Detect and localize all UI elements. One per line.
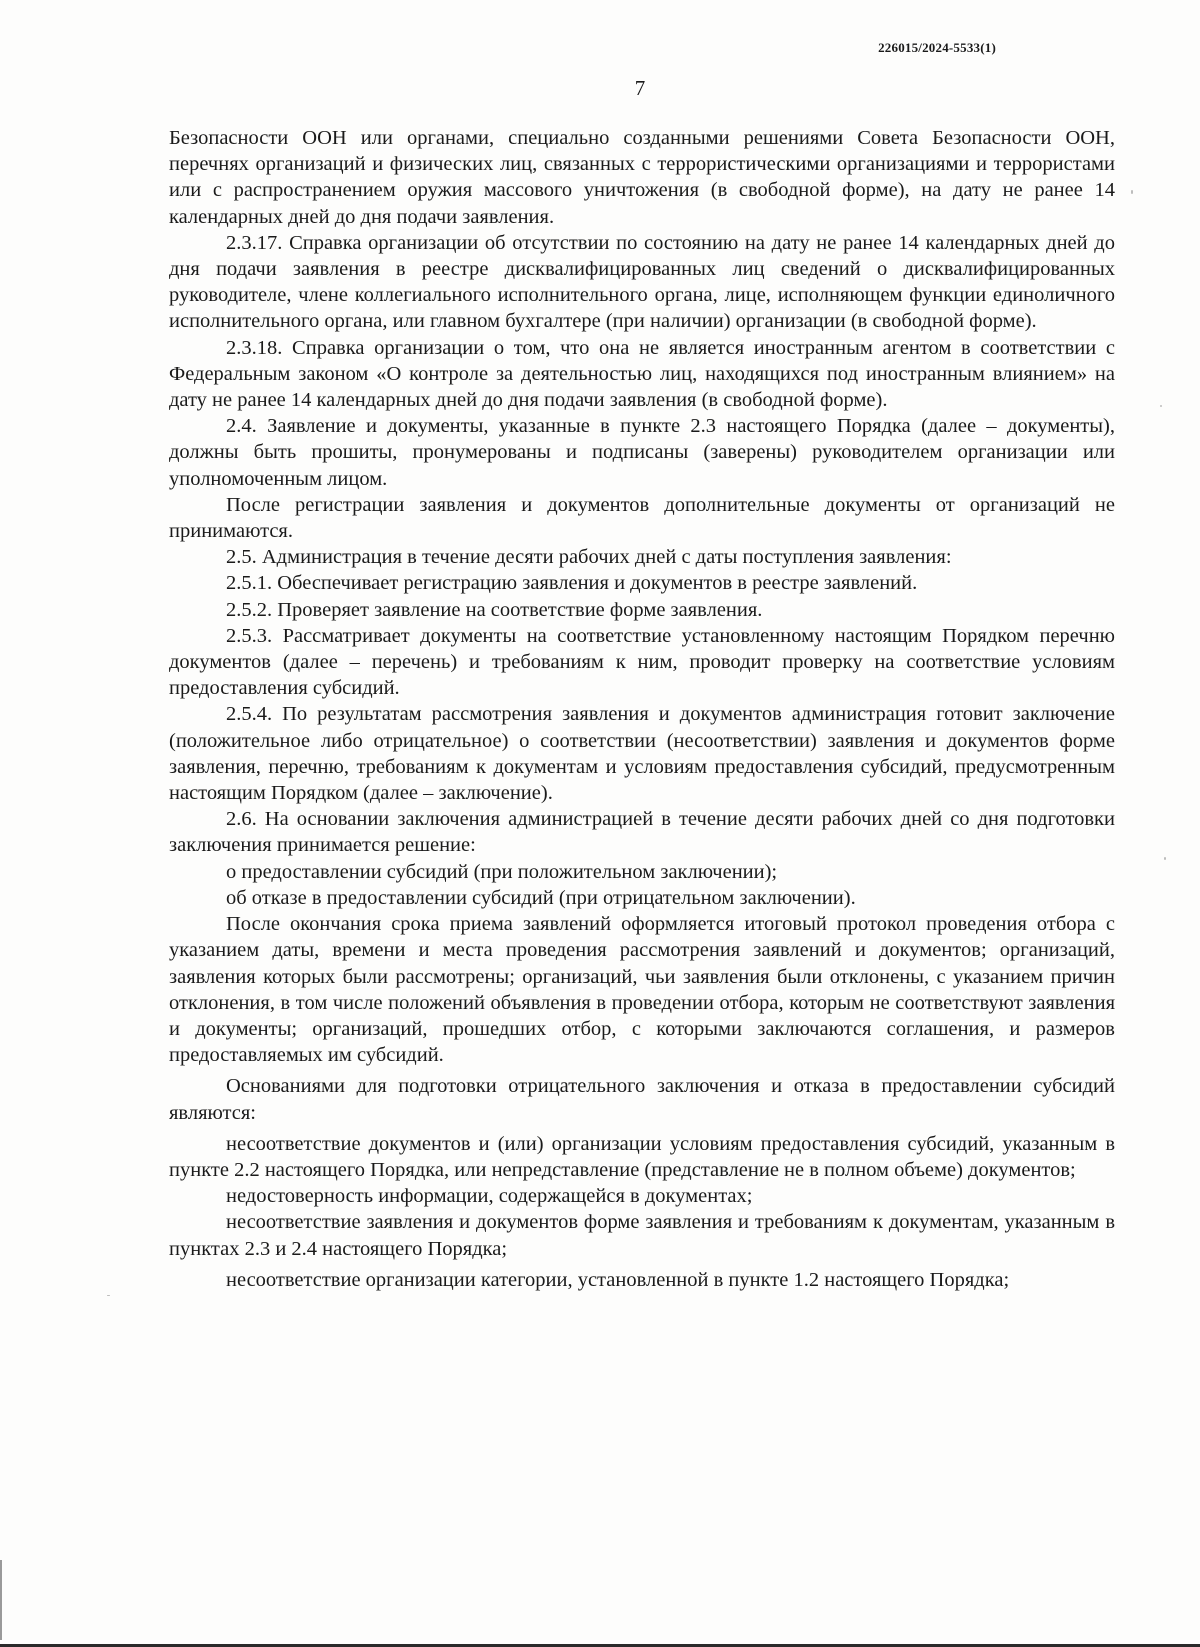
document-registration-number: 226015/2024-5533(1) — [878, 40, 996, 55]
scan-speck — [1131, 190, 1133, 194]
paragraph: несоответствие документов и (или) организации условиям предоставления субсидий, указанным в пункте 2.2 настоящего Порядка, или непредставление (представление не в полном объеме) документов; — [169, 1132, 1115, 1181]
paragraph: 2.4. Заявление и документы, указанные в пункте 2.3 настоящего Порядка (далее – документы), должны быть прошиты, пронумерованы и подписаны (заверены) руководителем организации или уполномоченным лицом. — [169, 415, 1115, 490]
paragraph: 2.5.4. По результатам рассмотрения заявления и документов администрация готовит заключение (положительное либо отрицательное) о соответствии (несоответствии) заявления и документов форме заявления, перечню, требованиям к документам и условиям предоставления субсидий, предусмотренным настоящим Порядком (далее – заключение). — [169, 703, 1115, 805]
scan-edge-left — [0, 1560, 2, 1640]
paragraph: После окончания срока приема заявлений оформляется итоговый протокол проведения отбора с указанием даты, времени и места проведения рассмотрения заявлений и документов; организаций, заявления которых были рассмотрены; организаций, чьи заявления были отклонены, с указанием причин отклонения, в том числе положений объявления в проведении отбора, которым не соответствуют заявления и документы; организаций, прошедших отбор, с которыми заключаются соглашения, и размеров предоставляемых им субсидий. — [169, 913, 1115, 1067]
paragraph: После регистрации заявления и документов дополнительные документы от организаций не принимаются. — [169, 493, 1115, 543]
paragraph: о предоставлении субсидий (при положительном заключении); — [226, 860, 778, 883]
page-number: 7 — [634, 76, 646, 100]
paragraph: несоответствие организации категории, установленной в пункте 1.2 настоящего Порядка; — [226, 1268, 1010, 1291]
paragraph: 2.5.2. Проверяет заявление на соответствие форме заявления. — [226, 598, 763, 621]
paragraph: Основаниями для подготовки отрицательного заключения и отказа в предоставлении субсидий являются: — [169, 1075, 1115, 1124]
scan-speck — [107, 1295, 110, 1296]
document-body — [169, 125, 1115, 1293]
paragraph: 2.3.17. Справка организации об отсутствии по состоянию на дату не ранее 14 календарных дней до дня подачи заявления в реестре дисквалифицированных лиц сведений о дисквалифицированных руководителе, члене коллегиального исполнительного органа, лице, исполняющем функции единоличного исполнительного органа, или главном бухгалтере (при наличии) организации (в свободной форме). — [169, 231, 1115, 333]
paragraph: 2.5.1. Обеспечивает регистрацию заявления и документов в реестре заявлений. — [226, 572, 918, 595]
paragraph: 2.5. Администрация в течение десяти рабочих дней с даты поступления заявления: — [226, 546, 952, 569]
scan-speck — [1160, 405, 1162, 407]
paragraph: Безопасности ООН или органами, специально созданными решениями Совета Безопасности ООН, перечнях организаций и физических лиц, связанных с террористическими организациями и террористами или с распространением оружия массового уничтожения (в свободной форме), на дату не ранее 14 календарных дней до дня подачи заявления. — [169, 127, 1115, 228]
paragraph: несоответствие заявления и документов форме заявления и требованиям к документам, указанным в пунктах 2.3 и 2.4 настоящего Порядка; — [169, 1211, 1115, 1260]
scan-speck — [1164, 857, 1166, 860]
paragraph: 2.3.18. Справка организации о том, что она не является иностранным агентом в соответствии с Федеральным законом «О контроле за деятельностью лиц, находящихся под иностранным влиянием» на дату не ранее 14 календарных дней до дня подачи заявления (в свободной форме). — [169, 336, 1115, 412]
paragraph: 2.6. На основании заключения администрацией в течение десяти рабочих дней со дня подготовки заключения принимается решение: — [169, 808, 1115, 857]
paragraph: 2.5.3. Рассматривает документы на соответствие установленному настоящим Порядком перечню документов (далее – перечень) и требованиям к ним, проводит проверку на соответствие условиям предоставления субсидий. — [169, 624, 1115, 700]
paragraph: недостоверность информации, содержащейся в документах; — [226, 1185, 753, 1208]
paragraph: об отказе в предоставлении субсидий (при отрицательном заключении). — [226, 886, 856, 909]
